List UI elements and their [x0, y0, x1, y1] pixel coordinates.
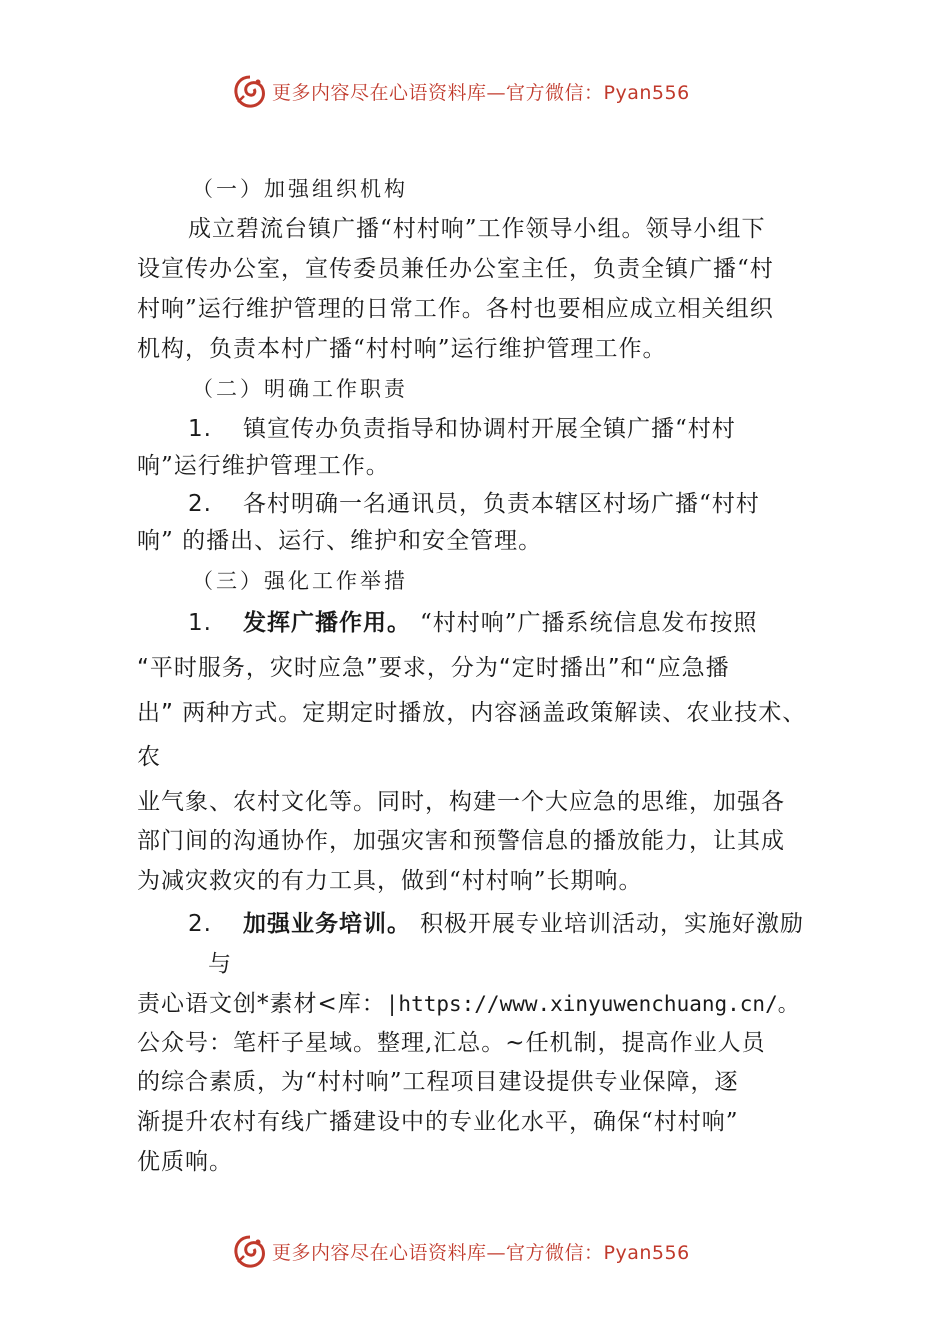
section2-heading: （二）明确工作职责 — [192, 377, 408, 401]
paragraph-line: 优质响。 — [137, 1149, 233, 1175]
paragraph-line: 设宣传办公室，宣传委员兼任办公室主任，负责全镇广播“村 — [137, 256, 774, 282]
paragraph-line: 村响”运行维护管理的日常工作。各村也要相应成立相关组织 — [137, 296, 774, 322]
paragraph-line: 成立碧流台镇广播“村村响”工作领导小组。领导小组下 — [188, 216, 766, 242]
paragraph-line: “平时服务，灾时应急”要求，分为“定时播出”和“应急播 — [137, 655, 730, 681]
website-url: |https://www.xinyuwenchuang.cn/。 — [385, 992, 799, 1016]
list-number: 2. — [188, 911, 212, 937]
top-watermark-banner — [0, 72, 950, 112]
swirl-logo-icon — [232, 1234, 268, 1270]
watermark-text: 更多内容尽在心语资料库—官方微信：Pyan556 — [272, 82, 690, 104]
paragraph-line: 响”运行维护管理工作。 — [137, 453, 390, 479]
section3-heading: （三）强化工作举措 — [192, 569, 408, 593]
paragraph-line: 机构，负责本村广播“村村响”运行维护管理工作。 — [137, 336, 667, 362]
swirl-logo-icon — [232, 74, 268, 110]
paragraph-line: 积极开展专业培训活动，实施好激励 — [420, 911, 804, 937]
paragraph-line: 渐提升农村有线广播建设中的专业化水平，确保“村村响” — [137, 1109, 739, 1135]
item-title: 加强业务培训。 — [243, 911, 411, 937]
paragraph-line: 部门间的沟通协作，加强灾害和预警信息的播放能力，让其成 — [137, 828, 785, 854]
paragraph-line: 镇宣传办负责指导和协调村开展全镇广播“村村 — [243, 416, 736, 442]
paragraph-line: 公众号：笔杆子星域。整理,汇总。~任机制，提高作业人员 — [137, 1030, 766, 1056]
list-number: 2. — [188, 491, 212, 517]
list-number: 1. — [188, 416, 212, 442]
paragraph-line: 为减灾救灾的有力工具，做到“村村响”长期响。 — [137, 868, 643, 894]
paragraph-line: 农 — [137, 744, 161, 770]
paragraph-line: 响” 的播出、运行、维护和安全管理。 — [137, 528, 543, 554]
paragraph-line: 责心语文创*素材<库：|https://www.xinyuwenchuang.cn/。 — [137, 991, 799, 1017]
watermark-text: 更多内容尽在心语资料库—官方微信：Pyan556 — [272, 1242, 690, 1264]
paragraph-line: 的综合素质，为“村村响”工程项目建设提供专业保障，逐 — [137, 1069, 739, 1095]
bottom-watermark-banner — [0, 1232, 950, 1272]
section1-heading: （一）加强组织机构 — [192, 177, 408, 201]
paragraph-line: 业气象、农村文化等。同时，构建一个大应急的思维，加强各 — [137, 789, 785, 815]
paragraph-line: 各村明确一名通讯员，负责本辖区村场广播“村村 — [243, 491, 760, 517]
paragraph-line: 出” 两种方式。定期定时播放，内容涵盖政策解读、农业技术、 — [137, 700, 807, 726]
item-title: 发挥广播作用。 — [243, 610, 411, 636]
paragraph-line: “村村响”广播系统信息发布按照 — [420, 610, 758, 636]
list-number: 1. — [188, 610, 212, 636]
paragraph-line: 与 — [208, 951, 232, 977]
